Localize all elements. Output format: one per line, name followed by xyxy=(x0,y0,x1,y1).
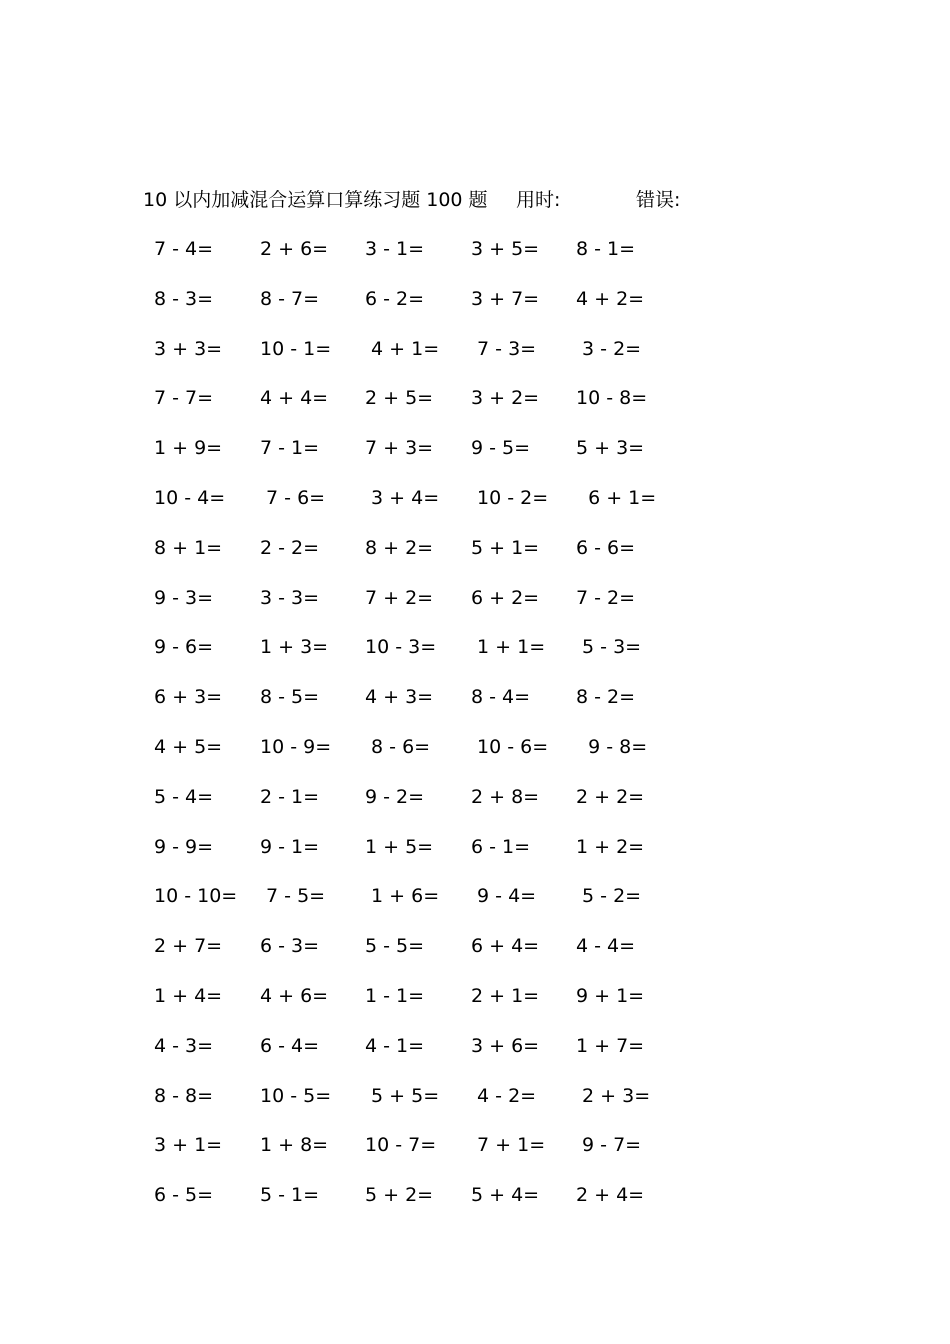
problem-item: 3 - 1= xyxy=(365,238,425,260)
problem-row xyxy=(140,633,700,683)
problem-item: 8 + 1= xyxy=(154,536,223,559)
problem-item: 8 - 1= xyxy=(576,238,636,260)
problem-item: 6 - 4= xyxy=(260,1034,320,1057)
problem-item: 5 + 5= xyxy=(365,1084,440,1107)
problem-item: 7 - 2= xyxy=(576,586,636,609)
problem-item: 7 - 6= xyxy=(260,486,326,509)
problem-row xyxy=(140,783,700,833)
problem-item: 4 - 3= xyxy=(154,1034,214,1057)
problem-item: 8 - 2= xyxy=(576,686,636,709)
problem-item: 7 - 7= xyxy=(154,387,214,410)
errors-label: 错误: xyxy=(636,189,681,211)
problem-item: 4 + 2= xyxy=(576,287,645,310)
problem-item: 3 - 3= xyxy=(260,586,320,609)
problem-item: 8 - 3= xyxy=(154,287,214,310)
problem-row xyxy=(140,932,700,982)
problem-item: 2 - 1= xyxy=(260,785,320,808)
problem-row xyxy=(140,982,700,1032)
problem-item: 3 + 7= xyxy=(471,287,540,310)
problem-item: 1 + 4= xyxy=(154,984,223,1007)
problem-item: 8 - 4= xyxy=(471,686,531,709)
problem-item: 2 + 8= xyxy=(471,785,540,808)
problem-grid xyxy=(140,235,700,1231)
problem-item: 7 - 1= xyxy=(260,437,320,460)
problem-item: 8 + 2= xyxy=(365,536,434,559)
problem-item: 9 - 7= xyxy=(576,1134,642,1157)
problem-item: 6 - 6= xyxy=(576,536,636,559)
problem-item: 4 - 4= xyxy=(576,935,636,958)
problem-row xyxy=(140,434,700,484)
problem-item: 9 - 5= xyxy=(471,437,531,460)
problem-item: 3 + 1= xyxy=(154,1134,223,1157)
problem-item: 7 - 4= xyxy=(154,238,214,260)
problem-item: 5 + 2= xyxy=(365,1184,434,1207)
problem-item: 3 + 3= xyxy=(154,337,223,360)
problem-item: 8 - 6= xyxy=(365,735,431,758)
problem-item: 3 + 5= xyxy=(471,238,540,260)
problem-item: 6 + 1= xyxy=(576,486,657,509)
problem-item: 9 + 1= xyxy=(576,984,645,1007)
problem-item: 1 + 1= xyxy=(471,636,546,659)
problem-item: 9 - 9= xyxy=(154,835,214,858)
problem-item: 4 + 6= xyxy=(260,984,329,1007)
problem-item: 4 + 4= xyxy=(260,387,329,410)
problem-item: 1 + 8= xyxy=(260,1134,329,1157)
problem-item: 7 - 3= xyxy=(471,337,537,360)
problem-item: 2 - 2= xyxy=(260,536,320,559)
problem-item: 9 - 3= xyxy=(154,586,214,609)
problem-item: 6 + 3= xyxy=(154,686,223,709)
problem-row xyxy=(140,584,700,634)
problem-item: 10 - 3= xyxy=(365,636,437,659)
problem-item: 10 - 7= xyxy=(365,1134,437,1157)
problem-item: 1 + 9= xyxy=(154,437,223,460)
problem-item: 9 - 8= xyxy=(576,735,648,758)
problem-item: 5 - 1= xyxy=(260,1184,320,1207)
time-label: 用时: xyxy=(516,189,561,211)
problem-item: 6 - 1= xyxy=(471,835,531,858)
problem-item: 5 + 3= xyxy=(576,437,645,460)
problem-item: 5 - 3= xyxy=(576,636,642,659)
problem-item: 9 - 1= xyxy=(260,835,320,858)
problem-item: 10 - 8= xyxy=(576,387,648,410)
problem-row xyxy=(140,235,700,285)
problem-item: 2 + 5= xyxy=(365,387,434,410)
problem-item: 5 + 4= xyxy=(471,1184,540,1207)
problem-row xyxy=(140,534,700,584)
problem-item: 10 - 1= xyxy=(260,337,332,360)
problem-row xyxy=(140,335,700,385)
problem-item: 6 - 5= xyxy=(154,1184,214,1207)
problem-item: 2 + 4= xyxy=(576,1184,645,1207)
problem-row xyxy=(140,833,700,883)
problem-item: 1 - 1= xyxy=(365,984,425,1007)
problem-item: 4 - 2= xyxy=(471,1084,537,1107)
problem-item: 2 + 6= xyxy=(260,238,329,260)
problem-item: 7 + 3= xyxy=(365,437,434,460)
problem-item: 7 + 1= xyxy=(471,1134,546,1157)
problem-item: 1 + 5= xyxy=(365,835,434,858)
problem-item: 9 - 4= xyxy=(471,885,537,908)
problem-item: 6 - 3= xyxy=(260,935,320,958)
problem-item: 4 + 3= xyxy=(365,686,434,709)
problem-item: 5 - 5= xyxy=(365,935,425,958)
problem-item: 2 + 2= xyxy=(576,785,645,808)
problem-item: 4 + 1= xyxy=(365,337,440,360)
problem-row xyxy=(140,683,700,733)
problem-row xyxy=(140,1082,700,1132)
problem-item: 3 - 2= xyxy=(576,337,642,360)
problem-item: 6 + 4= xyxy=(471,935,540,958)
problem-item: 3 + 2= xyxy=(471,387,540,410)
problem-item: 1 + 6= xyxy=(365,885,440,908)
problem-row xyxy=(140,384,700,434)
problem-row xyxy=(140,733,700,783)
problem-item: 5 + 1= xyxy=(471,536,540,559)
problem-item: 7 - 5= xyxy=(260,885,326,908)
problem-row xyxy=(140,1181,700,1231)
problem-item: 4 + 5= xyxy=(154,735,223,758)
problem-row xyxy=(140,484,700,534)
problem-item: 6 - 2= xyxy=(365,287,425,310)
problem-item: 2 + 7= xyxy=(154,935,223,958)
problem-item: 6 + 2= xyxy=(471,586,540,609)
problem-item: 8 - 7= xyxy=(260,287,320,310)
problem-item: 10 - 5= xyxy=(260,1084,332,1107)
problem-item: 2 + 1= xyxy=(471,984,540,1007)
problem-item: 10 - 10= xyxy=(154,885,238,908)
problem-row xyxy=(140,285,700,335)
problem-row xyxy=(140,1032,700,1082)
problem-item: 10 - 6= xyxy=(471,735,549,758)
worksheet-title: 10 以内加减混合运算口算练习题 100 题 xyxy=(143,189,488,211)
problem-item: 5 - 4= xyxy=(154,785,214,808)
problem-item: 8 - 5= xyxy=(260,686,320,709)
problem-item: 4 - 1= xyxy=(365,1034,425,1057)
problem-item: 3 + 4= xyxy=(365,486,440,509)
problem-item: 8 - 8= xyxy=(154,1084,214,1107)
problem-row xyxy=(140,882,700,932)
problem-item: 10 - 9= xyxy=(260,735,332,758)
problem-item: 1 + 7= xyxy=(576,1034,645,1057)
problem-row xyxy=(140,1131,700,1181)
problem-item: 3 + 6= xyxy=(471,1034,540,1057)
problem-item: 2 + 3= xyxy=(576,1084,651,1107)
problem-item: 9 - 2= xyxy=(365,785,425,808)
problem-item: 10 - 4= xyxy=(154,486,226,509)
problem-item: 7 + 2= xyxy=(365,586,434,609)
problem-item: 9 - 6= xyxy=(154,636,214,659)
problem-item: 1 + 2= xyxy=(576,835,645,858)
problem-item: 5 - 2= xyxy=(576,885,642,908)
problem-item: 1 + 3= xyxy=(260,636,329,659)
problem-item: 10 - 2= xyxy=(471,486,549,509)
